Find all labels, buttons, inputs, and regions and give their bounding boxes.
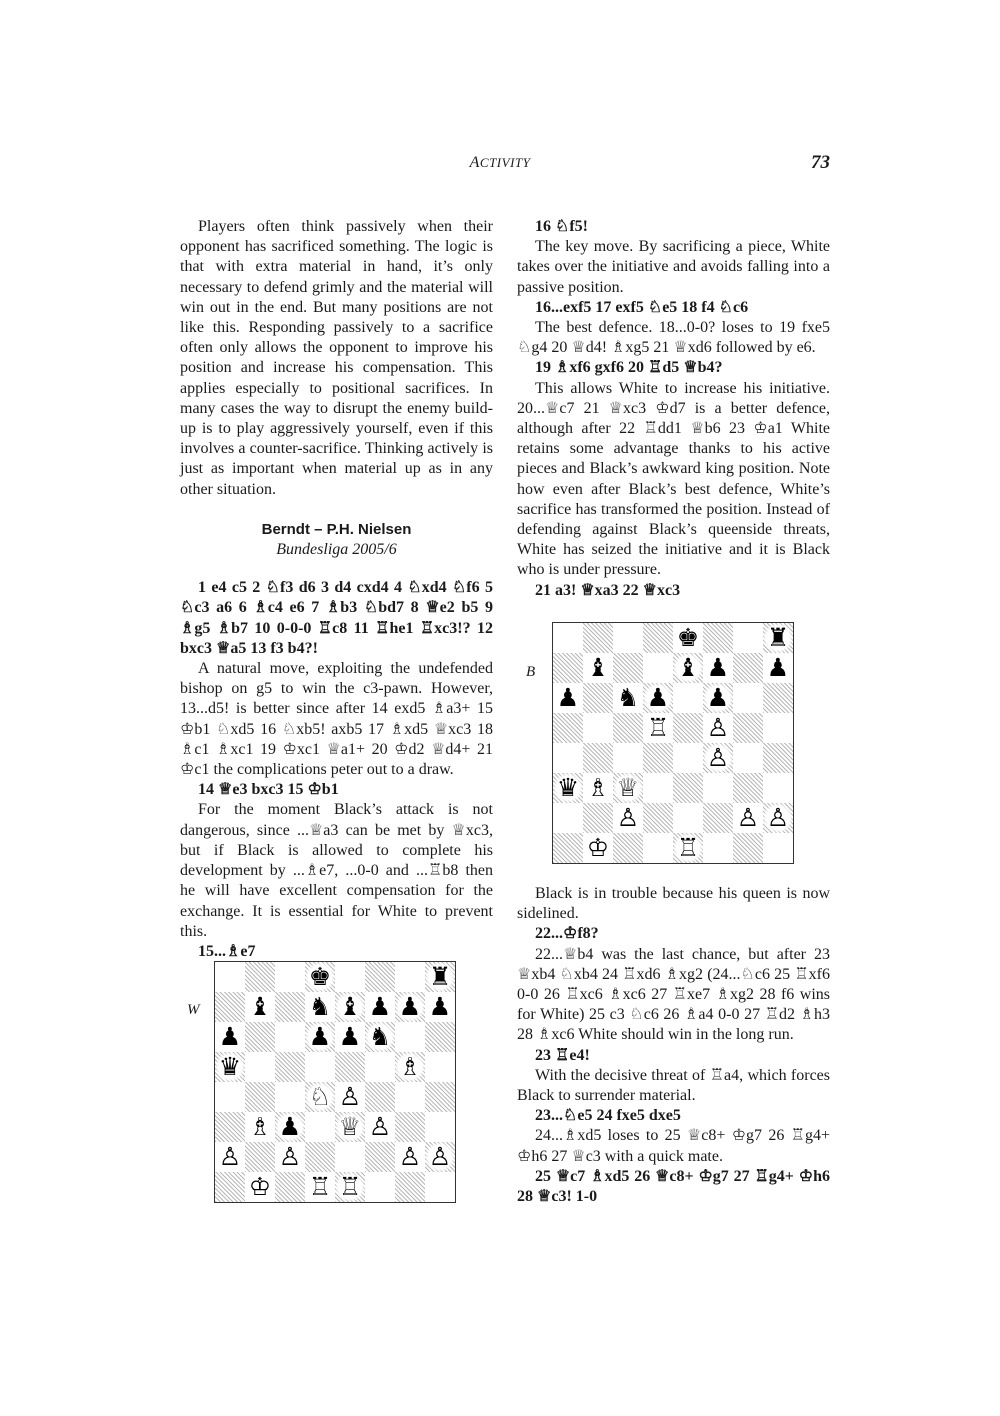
square-e1 bbox=[335, 1172, 365, 1203]
chess-piece: ♚ bbox=[305, 962, 335, 992]
square-d7 bbox=[643, 653, 673, 683]
chess-piece: ♛ bbox=[215, 1052, 245, 1082]
board-rank bbox=[553, 833, 794, 864]
square-a4 bbox=[553, 743, 584, 773]
square-c6 bbox=[613, 683, 643, 713]
chess-piece: ♕ bbox=[613, 773, 643, 803]
chess-diagram-2 bbox=[552, 622, 794, 864]
square-e2 bbox=[673, 803, 703, 833]
square-a2 bbox=[553, 803, 584, 833]
square-h5 bbox=[425, 1052, 456, 1082]
square-f5 bbox=[365, 1052, 395, 1082]
chess-piece: ♕ bbox=[335, 1112, 365, 1142]
square-a3 bbox=[553, 773, 584, 803]
board-rank bbox=[553, 683, 794, 713]
square-d3 bbox=[643, 773, 673, 803]
square-g3 bbox=[395, 1112, 425, 1142]
chess-piece: ♟ bbox=[395, 992, 425, 1022]
chess-piece: ♙ bbox=[278, 1142, 302, 1171]
square-f1 bbox=[703, 833, 733, 864]
moves: 21 a3! ♕xa3 22 ♕xc3 bbox=[535, 581, 681, 599]
square-a6 bbox=[215, 1022, 246, 1052]
square-c7 bbox=[275, 992, 305, 1022]
chess-piece: ♜ bbox=[425, 962, 455, 992]
square-d2 bbox=[305, 1142, 335, 1172]
chess-piece: ♟ bbox=[368, 992, 392, 1021]
board-rank bbox=[553, 773, 794, 803]
moves: 22...♔f8? bbox=[535, 925, 599, 943]
chess-piece: ♙ bbox=[736, 803, 760, 832]
square-g7 bbox=[395, 992, 425, 1022]
annotation: 24...♗xd5 loses to 25 ♕c8+ ♔g7 26 ♖g4+ ♔h6 27 ♕c3 with a quick mate. bbox=[517, 1127, 830, 1165]
chess-piece: ♙ bbox=[706, 713, 730, 742]
chess-piece: ♟ bbox=[703, 683, 733, 713]
square-h7 bbox=[763, 653, 794, 683]
chess-piece: ♔ bbox=[248, 1172, 272, 1201]
chess-piece: ♙ bbox=[763, 803, 793, 833]
square-c1 bbox=[275, 1172, 305, 1203]
square-h5 bbox=[763, 713, 794, 743]
board-rank bbox=[215, 1142, 456, 1172]
square-c8 bbox=[613, 623, 643, 654]
square-e6 bbox=[673, 683, 703, 713]
moves: 19 ♗xf6 gxf6 20 ♖d5 ♕b4? bbox=[535, 359, 723, 377]
square-b5 bbox=[583, 713, 613, 743]
chess-piece: ♜ bbox=[763, 623, 793, 653]
chess-piece: ♝ bbox=[248, 992, 272, 1021]
chess-piece: ♟ bbox=[766, 653, 790, 682]
square-g5 bbox=[733, 713, 763, 743]
square-b8 bbox=[245, 962, 275, 993]
square-e4 bbox=[673, 743, 703, 773]
square-f6 bbox=[365, 1022, 395, 1052]
chess-piece: ♙ bbox=[425, 1142, 455, 1172]
square-h4 bbox=[425, 1082, 456, 1112]
players: Berndt – P.H. Nielsen bbox=[261, 520, 412, 538]
chess-diagram-1 bbox=[214, 961, 456, 1203]
square-c2 bbox=[613, 803, 643, 833]
chess-piece: ♞ bbox=[365, 1022, 395, 1052]
annotation: The key move. By sacrificing a piece, White takes over the initiative and avoids falling into a passive position. bbox=[517, 238, 830, 296]
chess-piece: ♔ bbox=[586, 833, 610, 862]
square-e7 bbox=[335, 992, 365, 1022]
square-e7 bbox=[673, 653, 703, 683]
square-f3 bbox=[703, 773, 733, 803]
square-g5 bbox=[395, 1052, 425, 1082]
square-a5 bbox=[215, 1052, 246, 1082]
square-c4 bbox=[613, 743, 643, 773]
running-title: ACTIVITY bbox=[469, 154, 531, 171]
moves: 1 e4 c5 2 ♘f3 d6 3 d4 cxd4 4 ♘xd4 ♘f6 5 ♘c3 a6 6 ♗c4 e6 7 ♗b3 ♘bd7 8 ♕e2 b5 9 ♗g5 ♗b7 10 0-0-0 ♖c8 11 ♖he1 ♖xc3!? 12 bxc3 ♕a5 13 f3 b4?! bbox=[180, 579, 493, 657]
square-c3 bbox=[275, 1112, 305, 1142]
square-f8 bbox=[703, 623, 733, 654]
square-b3 bbox=[245, 1112, 275, 1142]
square-f7 bbox=[365, 992, 395, 1022]
chess-piece: ♟ bbox=[428, 992, 452, 1021]
square-g1 bbox=[733, 833, 763, 864]
square-d1 bbox=[305, 1172, 335, 1203]
square-f6 bbox=[703, 683, 733, 713]
chess-piece: ♝ bbox=[586, 653, 610, 682]
square-a5 bbox=[553, 713, 584, 743]
chess-piece: ♟ bbox=[218, 1022, 242, 1051]
square-c6 bbox=[275, 1022, 305, 1052]
square-h8 bbox=[425, 962, 456, 993]
square-b6 bbox=[245, 1022, 275, 1052]
square-a3 bbox=[215, 1112, 246, 1142]
chessboard bbox=[552, 622, 794, 864]
annotation: With the decisive threat of ♖a4, which forces Black to surrender material. bbox=[517, 1066, 830, 1105]
square-d1 bbox=[643, 833, 673, 864]
square-b5 bbox=[245, 1052, 275, 1082]
chess-piece: ♖ bbox=[308, 1172, 332, 1201]
game-heading bbox=[180, 520, 493, 540]
square-e5 bbox=[673, 713, 703, 743]
board-rank bbox=[553, 743, 794, 773]
left-column bbox=[180, 217, 493, 962]
square-b8 bbox=[583, 623, 613, 654]
moves: 16 ♘f5! bbox=[535, 218, 588, 235]
square-b7 bbox=[583, 653, 613, 683]
square-b3 bbox=[583, 773, 613, 803]
square-h6 bbox=[425, 1022, 456, 1052]
side-to-move-label: B bbox=[526, 664, 536, 680]
square-h8 bbox=[763, 623, 794, 654]
square-b2 bbox=[583, 803, 613, 833]
square-g7 bbox=[733, 653, 763, 683]
square-f4 bbox=[703, 743, 733, 773]
square-c5 bbox=[613, 713, 643, 743]
board-rank bbox=[215, 1022, 456, 1052]
moves: 23 ♖e4! bbox=[535, 1046, 590, 1064]
chess-piece: ♟ bbox=[706, 653, 730, 682]
board-rank bbox=[553, 653, 794, 683]
square-g6 bbox=[733, 683, 763, 713]
square-a4 bbox=[215, 1082, 246, 1112]
square-e1 bbox=[673, 833, 703, 864]
square-g8 bbox=[395, 962, 425, 993]
square-b2 bbox=[245, 1142, 275, 1172]
annotation: Black is in trouble because his queen is now sidelined. bbox=[517, 885, 830, 923]
square-d6 bbox=[305, 1022, 335, 1052]
chess-piece: ♘ bbox=[305, 1082, 335, 1112]
board-rank bbox=[215, 992, 456, 1022]
square-h7 bbox=[425, 992, 456, 1022]
square-h4 bbox=[763, 743, 794, 773]
square-g4 bbox=[733, 743, 763, 773]
intro-paragraph: Players often think passively when their opponent has sacrificed something. The logic is that with extra material in hand, it’s only necessary to defend grimly and the material will win out in the end. But many positions are not like this. Responding passively to a sacrifice often only allows the opponent to improve his position and increase his compensation. This applies especially to positional sacrifices. In many cases the way to disrupt the enemy build-up is to play aggressively yourself, even if this involves a counter-sacrifice. Thinking actively is just as important when material up as in any other situation. bbox=[180, 218, 493, 498]
square-c7 bbox=[613, 653, 643, 683]
annotation: 22...♕b4 was the last chance, but after 23 ♕xb4 ♘xb4 24 ♖xd6 ♗xg2 (24...♘c6 25 ♖xf6 0-0 26 ♖xc6 ♗xc6 27 ♖xe7 ♗xg2 28 f6 wins for White) 25 c3 ♘c6 26 ♗a4 0-0 27 ♖d2 ♗h3 28 ♗xc6 White should win in the long run. bbox=[517, 945, 830, 1044]
square-c1 bbox=[613, 833, 643, 864]
square-c2 bbox=[275, 1142, 305, 1172]
chess-piece: ♙ bbox=[338, 1082, 362, 1111]
board-rank bbox=[215, 1172, 456, 1203]
square-d3 bbox=[305, 1112, 335, 1142]
board-rank bbox=[553, 623, 794, 654]
chess-piece: ♝ bbox=[335, 992, 365, 1022]
square-d5 bbox=[305, 1052, 335, 1082]
chess-piece: ♟ bbox=[338, 1022, 362, 1051]
square-f8 bbox=[365, 962, 395, 993]
board-rank bbox=[215, 1112, 456, 1142]
chess-piece: ♗ bbox=[248, 1112, 272, 1141]
moves: 23...♘e5 24 fxe5 dxe5 bbox=[535, 1107, 681, 1125]
square-f4 bbox=[365, 1082, 395, 1112]
square-d7 bbox=[305, 992, 335, 1022]
square-e8 bbox=[335, 962, 365, 993]
chess-piece: ♖ bbox=[335, 1172, 365, 1202]
chess-piece: ♖ bbox=[673, 833, 703, 863]
chess-piece: ♟ bbox=[305, 1022, 335, 1052]
square-f2 bbox=[703, 803, 733, 833]
square-g2 bbox=[733, 803, 763, 833]
side-to-move-label: W bbox=[187, 1002, 200, 1018]
square-e5 bbox=[335, 1052, 365, 1082]
square-h2 bbox=[425, 1142, 456, 1172]
square-c4 bbox=[275, 1082, 305, 1112]
square-f1 bbox=[365, 1172, 395, 1203]
square-e6 bbox=[335, 1022, 365, 1052]
square-a7 bbox=[215, 992, 246, 1022]
square-d8 bbox=[305, 962, 335, 993]
square-h6 bbox=[763, 683, 794, 713]
square-a8 bbox=[215, 962, 246, 993]
chess-piece: ♝ bbox=[673, 653, 703, 683]
page-number: 73 bbox=[811, 152, 830, 173]
annotation: A natural move, exploiting the undefended bishop on g5 to win the c3-pawn. However, 13...d5! is better since after 14 exd5 ♗a3+ 15 ♔b1 ♘xd5 16 ♘xb5! axb5 17 ♗xd5 ♕xc3 18 ♗c1 ♗xc1 19 ♔xc1 ♕a1+ 20 ♔d2 ♕d4+ 21 ♔c1 the complications peter out to a draw. bbox=[180, 660, 493, 779]
square-d2 bbox=[643, 803, 673, 833]
square-b1 bbox=[245, 1172, 275, 1203]
annotation: This allows White to increase his initiative. 20...♕c7 21 ♕xc3 ♔d7 is a better defence, although after 22 ♖dd1 ♕b6 23 ♔a1 White retains some advantage thanks to his active pieces and Black’s awkward king position. Note how even after Black’s best defence, White’s sacrifice has transformed the position. Instead of defending against Black’s queenside threats, White has seized the initiative and it is Black who is under pressure. bbox=[517, 379, 830, 579]
square-e2 bbox=[335, 1142, 365, 1172]
annotation: The best defence. 18...0-0? loses to 19 fxe5 ♘g4 20 ♕d4! ♗xg5 21 ♕xd6 followed by e6. bbox=[517, 319, 830, 357]
square-c5 bbox=[275, 1052, 305, 1082]
chess-piece: ♙ bbox=[703, 743, 733, 773]
square-h1 bbox=[763, 833, 794, 864]
chess-piece: ♟ bbox=[556, 683, 580, 712]
board-rank bbox=[215, 1082, 456, 1112]
square-d8 bbox=[643, 623, 673, 654]
board-rank bbox=[215, 1052, 456, 1082]
square-d5 bbox=[643, 713, 673, 743]
square-g2 bbox=[395, 1142, 425, 1172]
chess-piece: ♖ bbox=[646, 713, 670, 742]
square-a1 bbox=[553, 833, 584, 864]
square-f7 bbox=[703, 653, 733, 683]
square-c3 bbox=[613, 773, 643, 803]
annotation: For the moment Black’s attack is not dangerous, since ...♕a3 can be met by ♕xc3, but if Black is allowed to complete his development by ...♗e7, ...0-0 and ...♖b8 then he will have excellent compensation for the exchange. It is essential for White to prevent this. bbox=[180, 801, 493, 940]
right-column-bottom bbox=[517, 884, 830, 1207]
chess-piece: ♛ bbox=[553, 773, 583, 803]
square-g8 bbox=[733, 623, 763, 654]
square-e3 bbox=[673, 773, 703, 803]
chess-piece: ♗ bbox=[586, 773, 610, 802]
square-a7 bbox=[553, 653, 584, 683]
square-f2 bbox=[365, 1142, 395, 1172]
square-b4 bbox=[583, 743, 613, 773]
square-f5 bbox=[703, 713, 733, 743]
square-b1 bbox=[583, 833, 613, 864]
chess-piece: ♞ bbox=[308, 992, 332, 1021]
chess-piece: ♞ bbox=[616, 683, 640, 712]
board-rank bbox=[553, 713, 794, 743]
square-d4 bbox=[643, 743, 673, 773]
square-e8 bbox=[673, 623, 703, 654]
right-column-top bbox=[517, 217, 830, 601]
square-b7 bbox=[245, 992, 275, 1022]
square-a8 bbox=[553, 623, 584, 654]
chess-piece: ♗ bbox=[395, 1052, 425, 1082]
square-h1 bbox=[425, 1172, 456, 1203]
square-e3 bbox=[335, 1112, 365, 1142]
square-g4 bbox=[395, 1082, 425, 1112]
moves: 15...♗e7 bbox=[198, 942, 256, 960]
square-h2 bbox=[763, 803, 794, 833]
board-rank bbox=[215, 962, 456, 993]
square-a6 bbox=[553, 683, 584, 713]
square-c8 bbox=[275, 962, 305, 993]
square-d4 bbox=[305, 1082, 335, 1112]
chess-piece: ♙ bbox=[218, 1142, 242, 1171]
chessboard bbox=[214, 961, 456, 1203]
square-g1 bbox=[395, 1172, 425, 1203]
square-d6 bbox=[643, 683, 673, 713]
square-g3 bbox=[733, 773, 763, 803]
square-a2 bbox=[215, 1142, 246, 1172]
square-h3 bbox=[763, 773, 794, 803]
square-g6 bbox=[395, 1022, 425, 1052]
event: Bundesliga 2005/6 bbox=[276, 541, 397, 559]
chess-piece: ♟ bbox=[643, 683, 673, 713]
moves: 25 ♕c7 ♗xd5 26 ♕c8+ ♔g7 27 ♖g4+ ♔h6 28 ♕c3! 1-0 bbox=[517, 1167, 830, 1206]
square-f3 bbox=[365, 1112, 395, 1142]
moves: 16...exf5 17 exf5 ♘e5 18 f4 ♘c6 bbox=[535, 298, 749, 316]
chess-piece: ♙ bbox=[616, 803, 640, 832]
square-a1 bbox=[215, 1172, 246, 1203]
square-h3 bbox=[425, 1112, 456, 1142]
chess-piece: ♟ bbox=[275, 1112, 305, 1142]
square-b4 bbox=[245, 1082, 275, 1112]
chess-piece: ♙ bbox=[368, 1112, 392, 1141]
chess-piece: ♚ bbox=[676, 623, 700, 652]
board-rank bbox=[553, 803, 794, 833]
square-b6 bbox=[583, 683, 613, 713]
square-e4 bbox=[335, 1082, 365, 1112]
chess-piece: ♙ bbox=[398, 1142, 422, 1171]
moves: 14 ♕e3 bxc3 15 ♔b1 bbox=[198, 781, 339, 799]
